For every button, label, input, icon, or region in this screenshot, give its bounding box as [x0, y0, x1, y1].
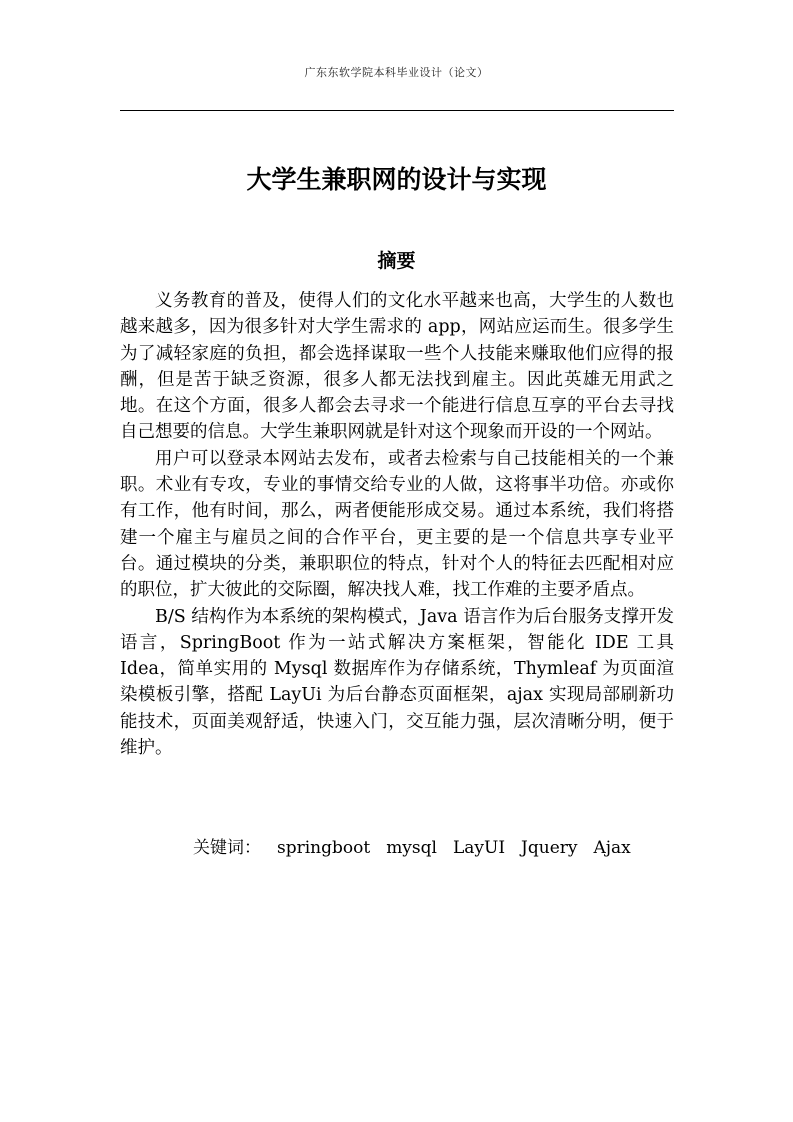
keywords-line — [193, 836, 631, 860]
abstract-paragraph-2: 用户可以登录本网站去发布，或者去检索与自己技能相关的一个兼职。术业有专攻，专业的事情交给专业的人做，这将事半功倍。亦或你有工作，他有时间，那么，两者便能形成交易。通过本系统，我们将搭建一个雇主与雇员之间的合作平台，更主要的是一个信息共享专业平台。通过模块的分类，兼职职位的特点，针对个人的特征去匹配相对应的职位，扩大彼此的交际圈，解决找人难，找工作难的主要矛盾点。 — [120, 448, 674, 601]
abstract-paragraph-1: 义务教育的普及，使得人们的文化水平越来也高，大学生的人数也越来越多，因为很多针对大学生需求的 app，网站应运而生。很多学生为了减轻家庭的负担，都会选择谋取一些个人技能来赚取他们应得的报酬，但是苦于缺乏资源，很多人都无法找到雇主。因此英雄无用武之地。在这个方面，很多人都会去寻求一个能进行信息互享的平台去寻找自己想要的信息。大学生兼职网就是针对这个现象而开设的一个网站。 — [120, 291, 674, 443]
abstract-paragraph-3: B/S 结构作为本系统的架构模式，Java 语言作为后台服务支撑开发语言，SpringBoot 作为一站式解决方案框架，智能化 IDE 工具 Idea，简单实用的 Mysql 数据库作为存储系统，Thymleaf 为页面渲染模板引擎，搭配 LayUi 为后台静态页面框架，ajax 实现局部刷新功能技术，页面美观舒适，快速入门，交互能力强，层次清晰分明，便于维护。 — [120, 606, 674, 759]
running-header: 广东东软学院本科毕业设计（论文） — [304, 66, 489, 79]
keyword-item: LayUI — [452, 838, 506, 858]
header-divider — [120, 110, 674, 111]
abstract-body — [120, 288, 674, 761]
keyword-item: Jquery — [521, 838, 578, 858]
thesis-title: 大学生兼职网的设计与实现 — [246, 165, 547, 194]
keyword-item: Ajax — [593, 838, 631, 858]
keywords-label: 关键词： — [193, 838, 261, 858]
keyword-item: mysql — [386, 838, 437, 858]
abstract-heading: 摘要 — [377, 250, 416, 272]
keyword-item: springboot — [277, 838, 371, 858]
